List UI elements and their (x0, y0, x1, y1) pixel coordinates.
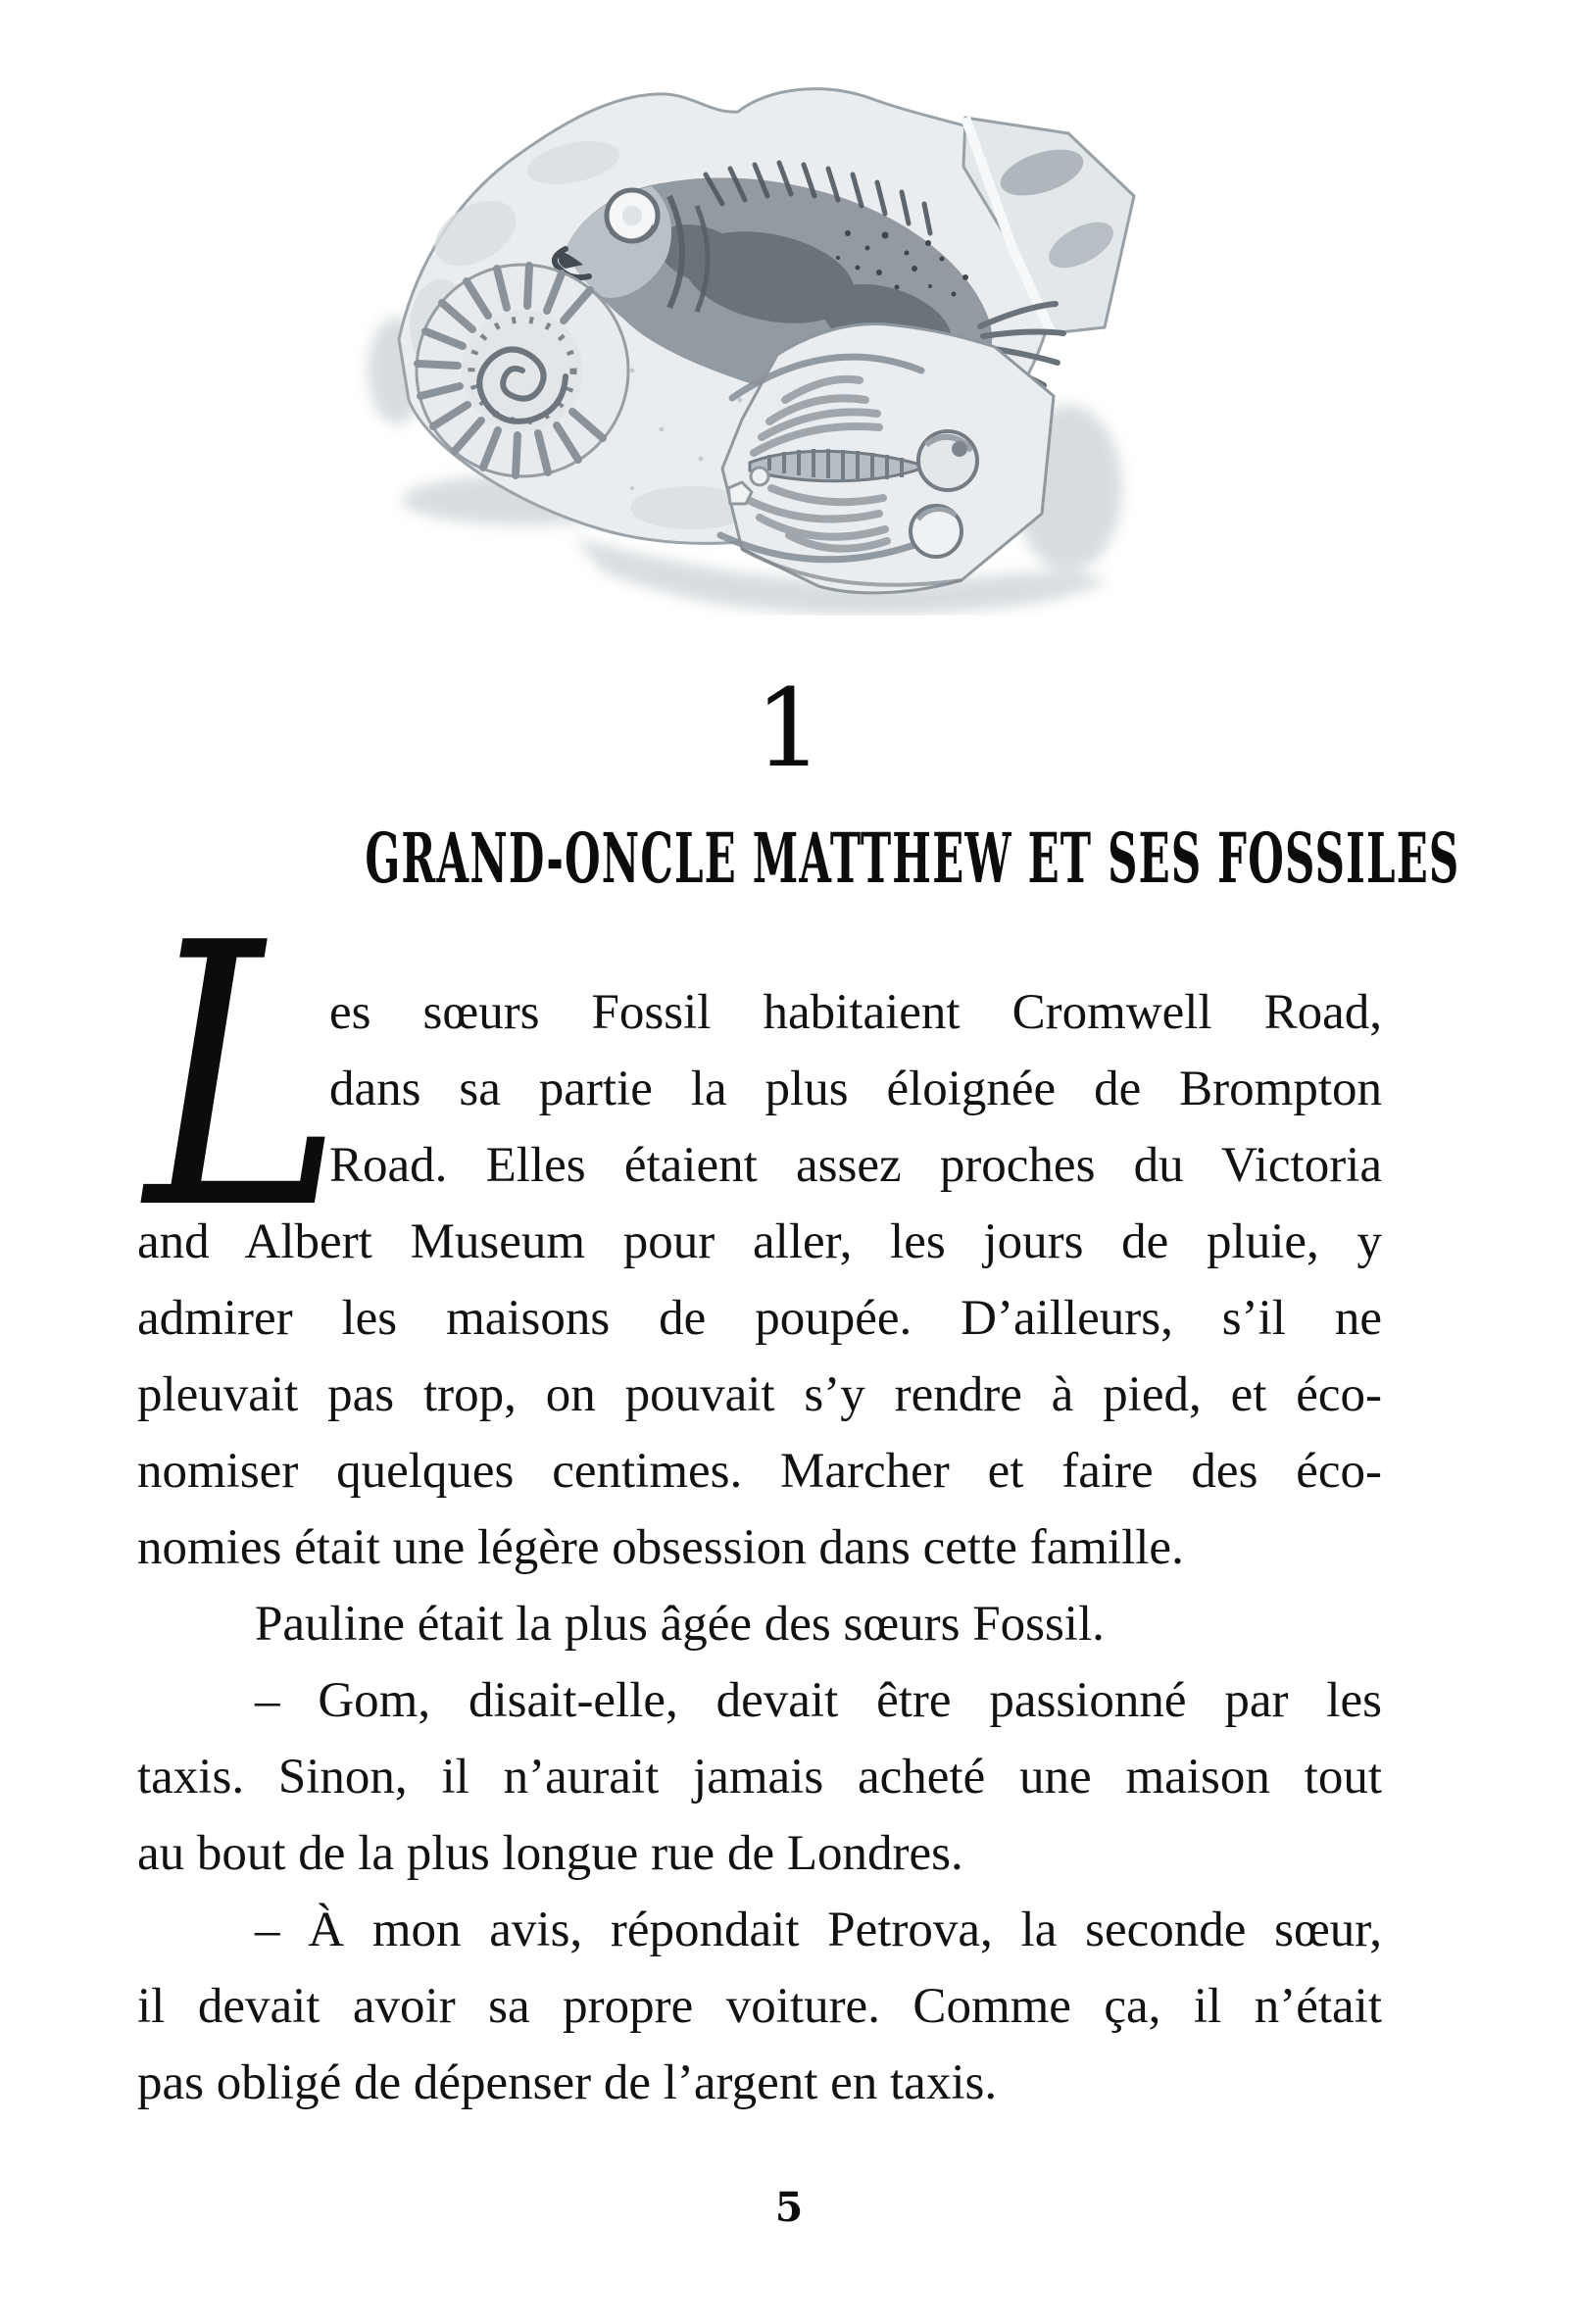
body-line: Pauline était la plus âgée des sœurs Fossil. (255, 1597, 1105, 1652)
body-line: admirer les maisons de poupée. D’ailleurs, s’il ne (137, 1291, 1382, 1346)
body-line: taxis. Sinon, il n’aurait jamais acheté une maison tout (137, 1750, 1382, 1805)
body-line: dans sa partie la plus éloignée de Brompton (329, 1062, 1382, 1116)
drop-cap: L (145, 867, 343, 1289)
body-line: – À mon avis, répondait Petrova, la seconde sœur, (255, 1903, 1382, 1957)
body-text (137, 974, 1382, 2121)
chapter-number: 1 (755, 666, 823, 791)
trilobite-head-lobe (918, 431, 977, 490)
body-line: nomiser quelques centimes. Marcher et faire des éco- (137, 1444, 1382, 1499)
body-line: pleuvait pas trop, on pouvait s’y rendre à pied, et éco- (137, 1367, 1382, 1422)
body-line: au bout de la plus longue rue de Londres. (137, 1826, 963, 1881)
chapter-title-text: GRAND-ONCLE MATTHEW ET SES FOSSILES (365, 817, 1460, 899)
fossils-illustration (279, 76, 1152, 616)
body-line: Road. Elles étaient assez proches du Victoria (329, 1138, 1382, 1193)
body-line: es sœurs Fossil habitaient Cromwell Road, (329, 985, 1382, 1040)
body-line: – Gom, disait-elle, devait être passionné par les (255, 1673, 1382, 1728)
page-number: 5 (774, 2184, 804, 2231)
body-line: il devait avoir sa propre voiture. Comme ça, il n’était (137, 1979, 1382, 2034)
ammonite-fossil (417, 265, 628, 476)
body-line: pas obligé de dépenser de l’argent en taxis. (137, 2055, 998, 2110)
body-line: and Albert Museum pour aller, les jours de pluie, y (137, 1214, 1382, 1269)
body-line: nomies était une légère obsession dans cette famille. (137, 1520, 1184, 1575)
